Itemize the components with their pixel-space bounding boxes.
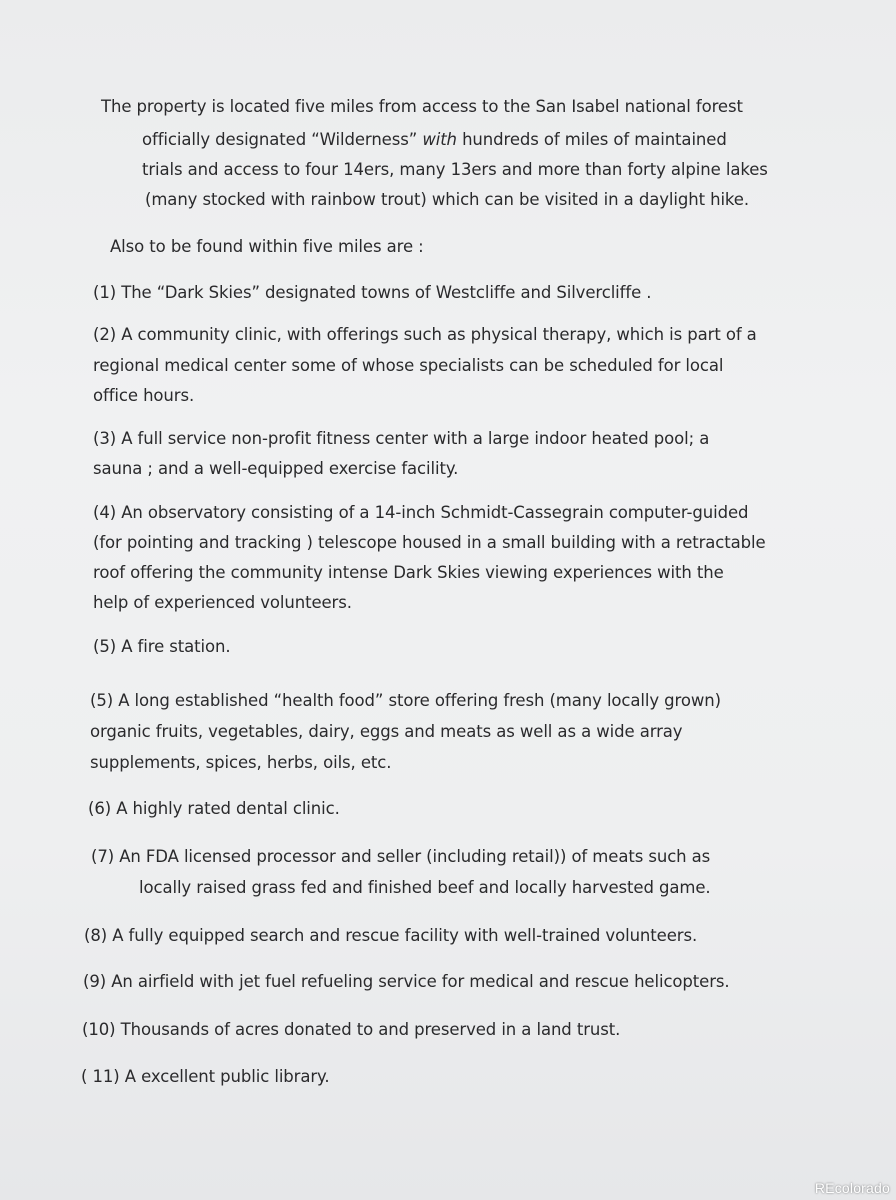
list-item-7-line-2: locally raised grass fed and finished beef and locally harvested game. bbox=[139, 878, 711, 897]
list-item-1: (1) The “Dark Skies” designated towns of Westcliffe and Silvercliffe . bbox=[93, 283, 652, 302]
list-item-4-line-2: (for pointing and tracking ) telescope housed in a small building with a retractable bbox=[93, 533, 766, 552]
intro-line-3: trials and access to four 14ers, many 13ers and more than forty alpine lakes bbox=[142, 160, 768, 179]
list-item-10: (10) Thousands of acres donated to and preserved in a land trust. bbox=[82, 1020, 621, 1039]
list-item-8: (8) A fully equipped search and rescue facility with well-trained volunteers. bbox=[84, 926, 698, 945]
list-item-2-line-2: regional medical center some of whose specialists can be scheduled for local bbox=[93, 356, 724, 375]
list-item-5a: (5) A fire station. bbox=[93, 637, 231, 656]
list-item-2-line-3: office hours. bbox=[93, 386, 195, 405]
list-item-3-line-2: sauna ; and a well-equipped exercise facility. bbox=[93, 459, 459, 478]
list-item-3-line-1: (3) A full service non-profit fitness center with a large indoor heated pool; a bbox=[93, 429, 710, 448]
list-item-2-line-1: (2) A community clinic, with offerings such as physical therapy, which is part of a bbox=[93, 325, 757, 344]
list-item-9: (9) An airfield with jet fuel refueling service for medical and rescue helicopters. bbox=[83, 972, 730, 991]
list-item-4-line-1: (4) An observatory consisting of a 14-inch Schmidt-Cassegrain computer-guided bbox=[93, 503, 749, 522]
list-item-5b-line-3: supplements, spices, herbs, oils, etc. bbox=[90, 753, 392, 772]
list-item-5b-line-2: organic fruits, vegetables, dairy, eggs and meats as well as a wide array bbox=[90, 722, 683, 741]
list-item-7-line-1: (7) An FDA licensed processor and seller (including retail)) of meats such as bbox=[91, 847, 711, 866]
intro-line-4: (many stocked with rainbow trout) which can be visited in a daylight hike. bbox=[145, 190, 749, 209]
also-heading: Also to be found within five miles are : bbox=[110, 237, 424, 256]
list-item-4-line-3: roof offering the community intense Dark Skies viewing experiences with the bbox=[93, 563, 724, 582]
list-item-11: ( 11) A excellent public library. bbox=[81, 1067, 330, 1086]
intro-line-1: The property is located five miles from access to the San Isabel national forest bbox=[101, 97, 743, 116]
list-item-5b-line-1: (5) A long established “health food” store offering fresh (many locally grown) bbox=[90, 691, 721, 710]
watermark: REcolorado bbox=[814, 1180, 890, 1196]
list-item-6: (6) A highly rated dental clinic. bbox=[88, 799, 340, 818]
list-item-4-line-4: help of experienced volunteers. bbox=[93, 593, 352, 612]
intro-line-2: officially designated “Wilderness” with hundreds of miles of maintained bbox=[142, 130, 727, 149]
